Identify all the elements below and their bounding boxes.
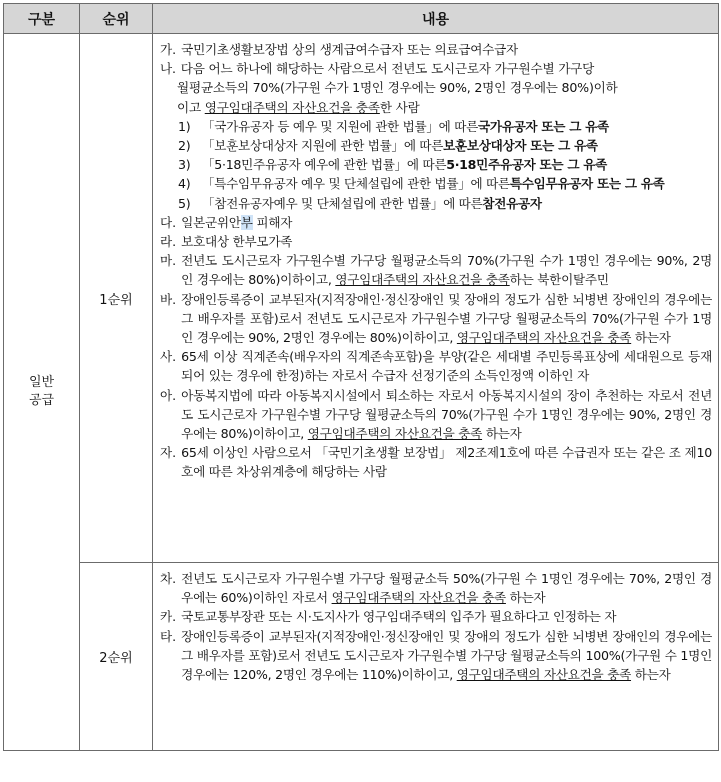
sub-item: 1) 「국가유공자 등 예우 및 지원에 관한 법률」에 따른 국가유공자 또는 그 유족 bbox=[178, 118, 609, 134]
highlighted-text: 부 bbox=[240, 214, 253, 230]
supply-eligibility-table bbox=[3, 3, 719, 751]
item-text: 65세 이상 직계존속(배우자의 직계존속포함)을 부양(같은 세대별 주민등록표상에 세대원으로 등재되어 있는 경우에 한정)하는 자로서 수급자 선정기준의 소득인정액 이하인 자 bbox=[181, 349, 712, 384]
rank1-content bbox=[153, 34, 719, 563]
category-cell bbox=[4, 34, 80, 751]
header-category: 구분 bbox=[4, 4, 80, 34]
header-content: 내용 bbox=[153, 4, 719, 34]
item-text: 국토교통부장관 또는 시·도지사가 영구임대주택의 입주가 필요하다고 인정하는 자 bbox=[181, 609, 617, 625]
item-ta: 타. 장애인등록증이 교부된자(지적장애인·정신장애인 및 장애의 정도가 심한 뇌병변 장애인의 경우에는 그 배우자를 포함)로서 전년도 도시근로자 가구원수별 가구당 월평균소득의 100%(가구원 수 1명인 경우에는 120%, 2명인 경우에는 110%)이하이고, 영구임대주택의 자산요건을 충족 하는자 bbox=[160, 627, 712, 685]
item-marker: 다. bbox=[160, 214, 177, 230]
header-row bbox=[4, 4, 719, 34]
asset-requirement-text: 영구임대주택의 자산요건을 충족 bbox=[331, 590, 506, 606]
item-cha: 차. 전년도 도시근로자 가구원수별 가구당 월평균소득 50%(가구원 수 1명인 경우에는 70%, 2명인 경우에는 60%)이하인 자로서 영구임대주택의 자산요건을 충족 하는자 bbox=[160, 569, 712, 607]
item-marker: 자. bbox=[160, 445, 177, 461]
item-ma: 마. 전년도 도시근로자 가구원수별 가구당 월평균소득의 70%(가구원 수가 1명인 경우에는 90%, 2명인 경우에는 80%)이하이고, 영구임대주택의 자산요건을 충족하는 북한이탈주민 bbox=[160, 251, 712, 289]
item-text: 다음 어느 하나에 해당하는 사람으로서 전년도 도시근로자 가구원수별 가구당 bbox=[180, 61, 595, 77]
item-ba: 바. 장애인등록증이 교부된자(지적장애인·정신장애인 및 장애의 정도가 심한 뇌병변 장애인의 경우에는 그 배우자를 포함)로서 전년도 도시근로자 가구원수별 가구당 월평균소득의 70%(가구원 수가 1명인 경우에는 90%, 2명인 경우에는 80%)이하이고, 영구임대주택의 자산요건을 충족 하는자 bbox=[160, 290, 712, 348]
asset-requirement-text: 영구임대주택의 자산요건을 충족 bbox=[307, 426, 483, 442]
item-marker: 마. bbox=[160, 253, 177, 269]
rank1-row bbox=[4, 34, 719, 563]
sub-item: 5) 「참전유공자예우 및 단체설립에 관한 법률」에 따른 참전유공자 bbox=[178, 195, 542, 211]
item-marker: 카. bbox=[160, 609, 177, 625]
header-rank: 순위 bbox=[80, 4, 153, 34]
item-sa bbox=[160, 347, 712, 385]
category-label: 일반 공급 bbox=[28, 375, 55, 408]
item-marker: 차. bbox=[160, 571, 177, 586]
item-ra bbox=[160, 232, 712, 251]
item-marker: 바. bbox=[160, 291, 177, 307]
item-marker: 사. bbox=[160, 349, 177, 365]
sub-item: 3) 「5·18민주유공자 예우에 관한 법률」에 따른 5·18민주유공자 또는 그 유족 bbox=[178, 157, 608, 173]
rank2-content bbox=[153, 563, 719, 751]
item-ga bbox=[160, 40, 712, 59]
item-text: 월평균소득의 70%(가구원 수가 1명인 경우에는 90%, 2명인 경우에는 80%)이하 bbox=[177, 80, 618, 96]
asset-requirement-text: 영구임대주택의 자산요건을 충족 bbox=[456, 667, 632, 683]
item-na: 나. 다음 어느 하나에 해당하는 사람으로서 전년도 도시근로자 가구원수별 가구당 월평균소득의 70%(가구원 수가 1명인 경우에는 90%, 2명인 경우에는 80%)이하 이고 영구임대주택의 자산요건을 충족한 사람 1) 「국가유공자 등 예우 및 지원에 관한 법률」에 따른 국가유공자 또는 그 유족 2) 「보훈보상대상자 지원에 관한 법률」에 따른 보훈보상대상자 또는 그 유족 3) 「5·18민주유공자 예우에 관한 법률」에 따른 5·18민주유공자 또는 그 유족 4) 「특수임무유공자 예우 및 단체설립에 관한 법률」에 따른 특수임무유공자 또는 그 유족 5) 「참전유공자예우 및 단체설립에 관한 법률」에 따른 참전유공자 bbox=[160, 59, 712, 213]
sub-item: 2) 「보훈보상대상자 지원에 관한 법률」에 따른 보훈보상대상자 또는 그 유족 bbox=[178, 138, 598, 154]
asset-requirement-text: 영구임대주택의 자산요건을 충족 bbox=[204, 99, 380, 115]
rank2-label: 2순위 bbox=[99, 651, 133, 666]
item-da: 다. 일본군위안부 피해자 bbox=[160, 213, 712, 232]
item-marker: 가. bbox=[160, 42, 177, 57]
asset-requirement-text: 영구임대주택의 자산요건을 충족 bbox=[456, 330, 632, 346]
item-marker: 타. bbox=[160, 628, 177, 644]
item-ja bbox=[160, 443, 712, 481]
rank2-cell bbox=[80, 563, 153, 751]
item-text: 보호대상 한부모가족 bbox=[181, 234, 293, 250]
item-marker: 라. bbox=[160, 234, 177, 250]
item-ka bbox=[160, 607, 712, 626]
rank2-row bbox=[4, 563, 719, 751]
item-text: 65세 이상인 사람으로서 「국민기초생활 보장법」 제2조제1호에 따른 수급권자 또는 같은 조 제10호에 따른 차상위계층에 해당하는 사람 bbox=[181, 445, 712, 480]
sub-item: 4) 「특수임무유공자 예우 및 단체설립에 관한 법률」에 따른 특수임무유공자 또는 그 유족 bbox=[178, 176, 665, 192]
item-marker: 나. bbox=[160, 61, 176, 77]
rank1-cell bbox=[80, 34, 153, 563]
item-text: 국민기초생활보장법 상의 생계급여수급자 또는 의료급여수급자 bbox=[181, 42, 518, 57]
item-a: 아. 아동복지법에 따라 아동복지시설에서 퇴소하는 자로서 아동복지시설의 장이 추천하는 자로서 전년도 도시근로자 가구원수별 가구당 월평균소득의 70%(가구원 수가 1명인 경우에는 90%, 2명인 경우에는 80%)이하이고, 영구임대주택의 자산요건을 충족 하는자 bbox=[160, 386, 712, 444]
asset-requirement-text: 영구임대주택의 자산요건을 충족 bbox=[335, 272, 510, 288]
rank1-label: 1순위 bbox=[99, 292, 133, 308]
item-marker: 아. bbox=[160, 387, 177, 403]
